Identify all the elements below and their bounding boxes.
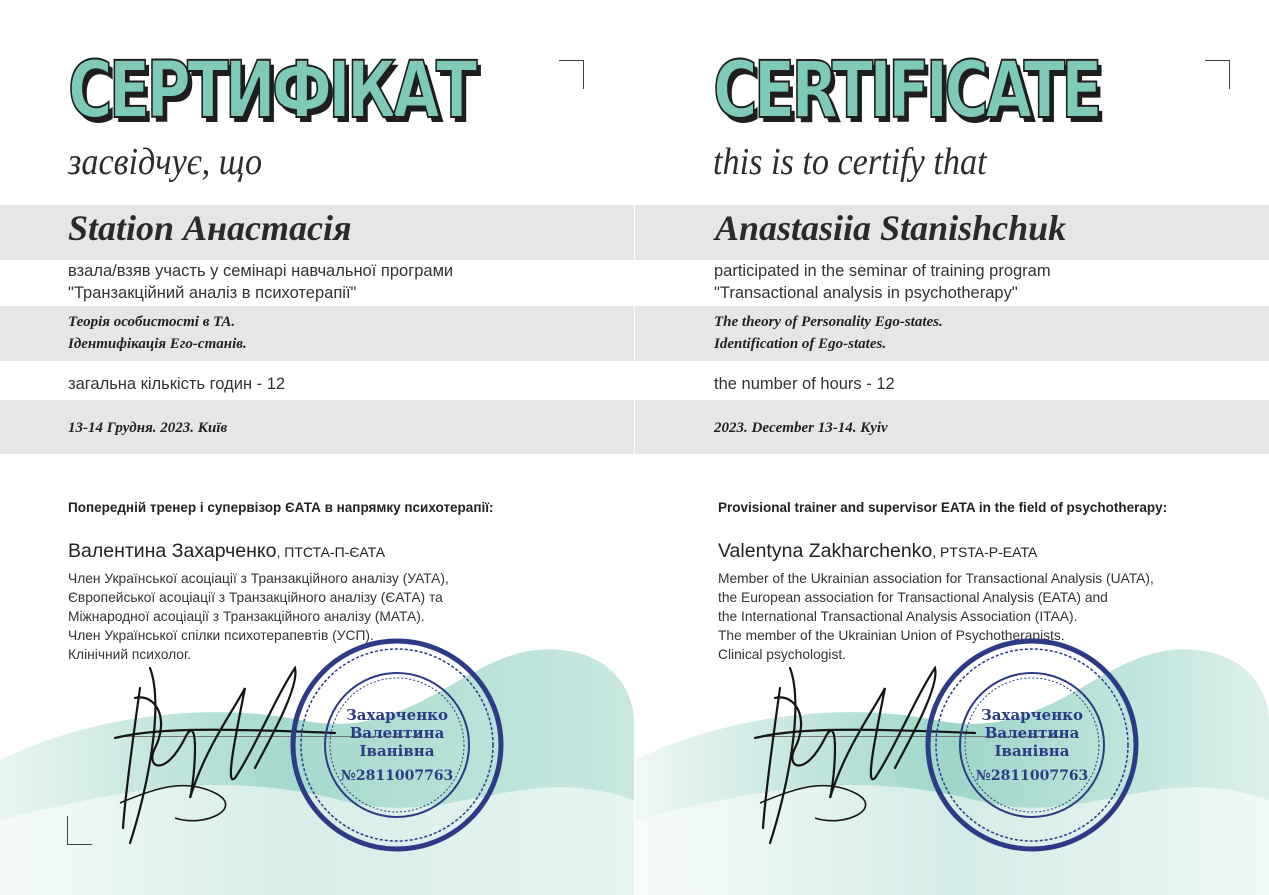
- topic-line-2: Identification of Ego-states.: [714, 336, 887, 352]
- trainer-credential: , ПТСТА-П-ЄАТА: [276, 544, 386, 560]
- crop-mark: [559, 60, 584, 89]
- hours-text: загальна кількість годин - 12: [68, 375, 286, 393]
- seal-number: №2811007763: [340, 768, 454, 784]
- date-text: 2023. December 13-14. Kyiv: [714, 420, 888, 436]
- certificate-title: CERTIFICATE: [713, 46, 1099, 136]
- crop-mark: [1205, 60, 1230, 89]
- certificate-title: СЕРТИФІКАТ: [68, 46, 474, 136]
- trainer-name-text: Валентина Захарченко: [68, 540, 277, 562]
- date-text: 13-14 Грудня. 2023. Київ: [68, 420, 228, 436]
- trainer-desc-line: the International Transactional Analysis Association (ITAA).: [718, 609, 1078, 624]
- seal-name-line: Захарченко: [980, 706, 1084, 724]
- participation-line-1: взала/взяв участь у семінарі навчальної програми: [68, 262, 454, 280]
- topic-line-2: Ідентифікація Его-станів.: [68, 336, 247, 352]
- seal-name-line: Валентина: [984, 724, 1080, 742]
- seal-name-line: Іванівна: [359, 742, 435, 760]
- certificate-english: [635, 0, 1269, 895]
- participation-line-2: "Transactional analysis in psychotherapy": [714, 284, 1018, 302]
- trainer-desc-line: the European association for Transactional Analysis (EATA) and: [718, 590, 1108, 605]
- trainer-credential: , PTSTA-P-EATA: [932, 544, 1038, 560]
- trainer-desc-line: Член Української спілки психотерапевтів (УСП).: [68, 628, 374, 643]
- seal-stamp: [288, 636, 506, 854]
- trainer-desc-line: Міжнародної асоціації з Транзакційного аналізу (МАТА).: [68, 609, 425, 624]
- trainer-heading: Попередній тренер і супервізор ЄАТА в напрямку психотерапії:: [68, 500, 494, 515]
- topic-line-1: The theory of Personality Ego-states.: [714, 314, 943, 330]
- trainer-desc-line: Член Української асоціації з Транзакційного аналізу (УАТА),: [68, 571, 449, 586]
- recipient-name: Station Анастасія: [68, 208, 352, 248]
- certificate-ukrainian: [0, 0, 634, 895]
- hours-text: the number of hours - 12: [714, 375, 895, 393]
- seal-name-line: Іванівна: [994, 742, 1070, 760]
- trainer-name-text: Valentyna Zakharchenko: [718, 540, 933, 562]
- topic-line-1: Теорія особистості в ТА.: [68, 314, 236, 330]
- seal-number: №2811007763: [975, 768, 1089, 784]
- trainer-name: [68, 540, 385, 563]
- participation-line-1: participated in the seminar of training program: [714, 262, 1051, 280]
- trainer-desc-line: Європейської асоціації з Транзакційного аналізу (ЄАТА) та: [68, 590, 443, 605]
- trainer-heading: Provisional trainer and supervisor EATA in the field of psychotherapy:: [718, 500, 1168, 515]
- trainer-desc-line: Member of the Ukrainian association for Transactional Analysis (UATA),: [718, 571, 1154, 586]
- seal-name-line: Захарченко: [345, 706, 449, 724]
- seal-stamp: [923, 636, 1141, 854]
- trainer-desc-line: Клінічний психолог.: [68, 647, 192, 662]
- trainer-desc-line: The member of the Ukrainian Union of Psychotherapists.: [718, 628, 1065, 643]
- crop-mark: [67, 816, 92, 845]
- trainer-desc-line: Clinical psychologist.: [718, 647, 847, 662]
- certificate-subtitle: засвідчує, що: [68, 141, 263, 183]
- certificate-subtitle: this is to certify that: [713, 141, 987, 183]
- seal-name-line: Валентина: [349, 724, 445, 742]
- trainer-name: [718, 540, 1037, 563]
- recipient-name: Anastasiia Stanishchuk: [715, 208, 1067, 248]
- participation-line-2: "Транзакційний аналіз в психотерапії": [68, 284, 357, 302]
